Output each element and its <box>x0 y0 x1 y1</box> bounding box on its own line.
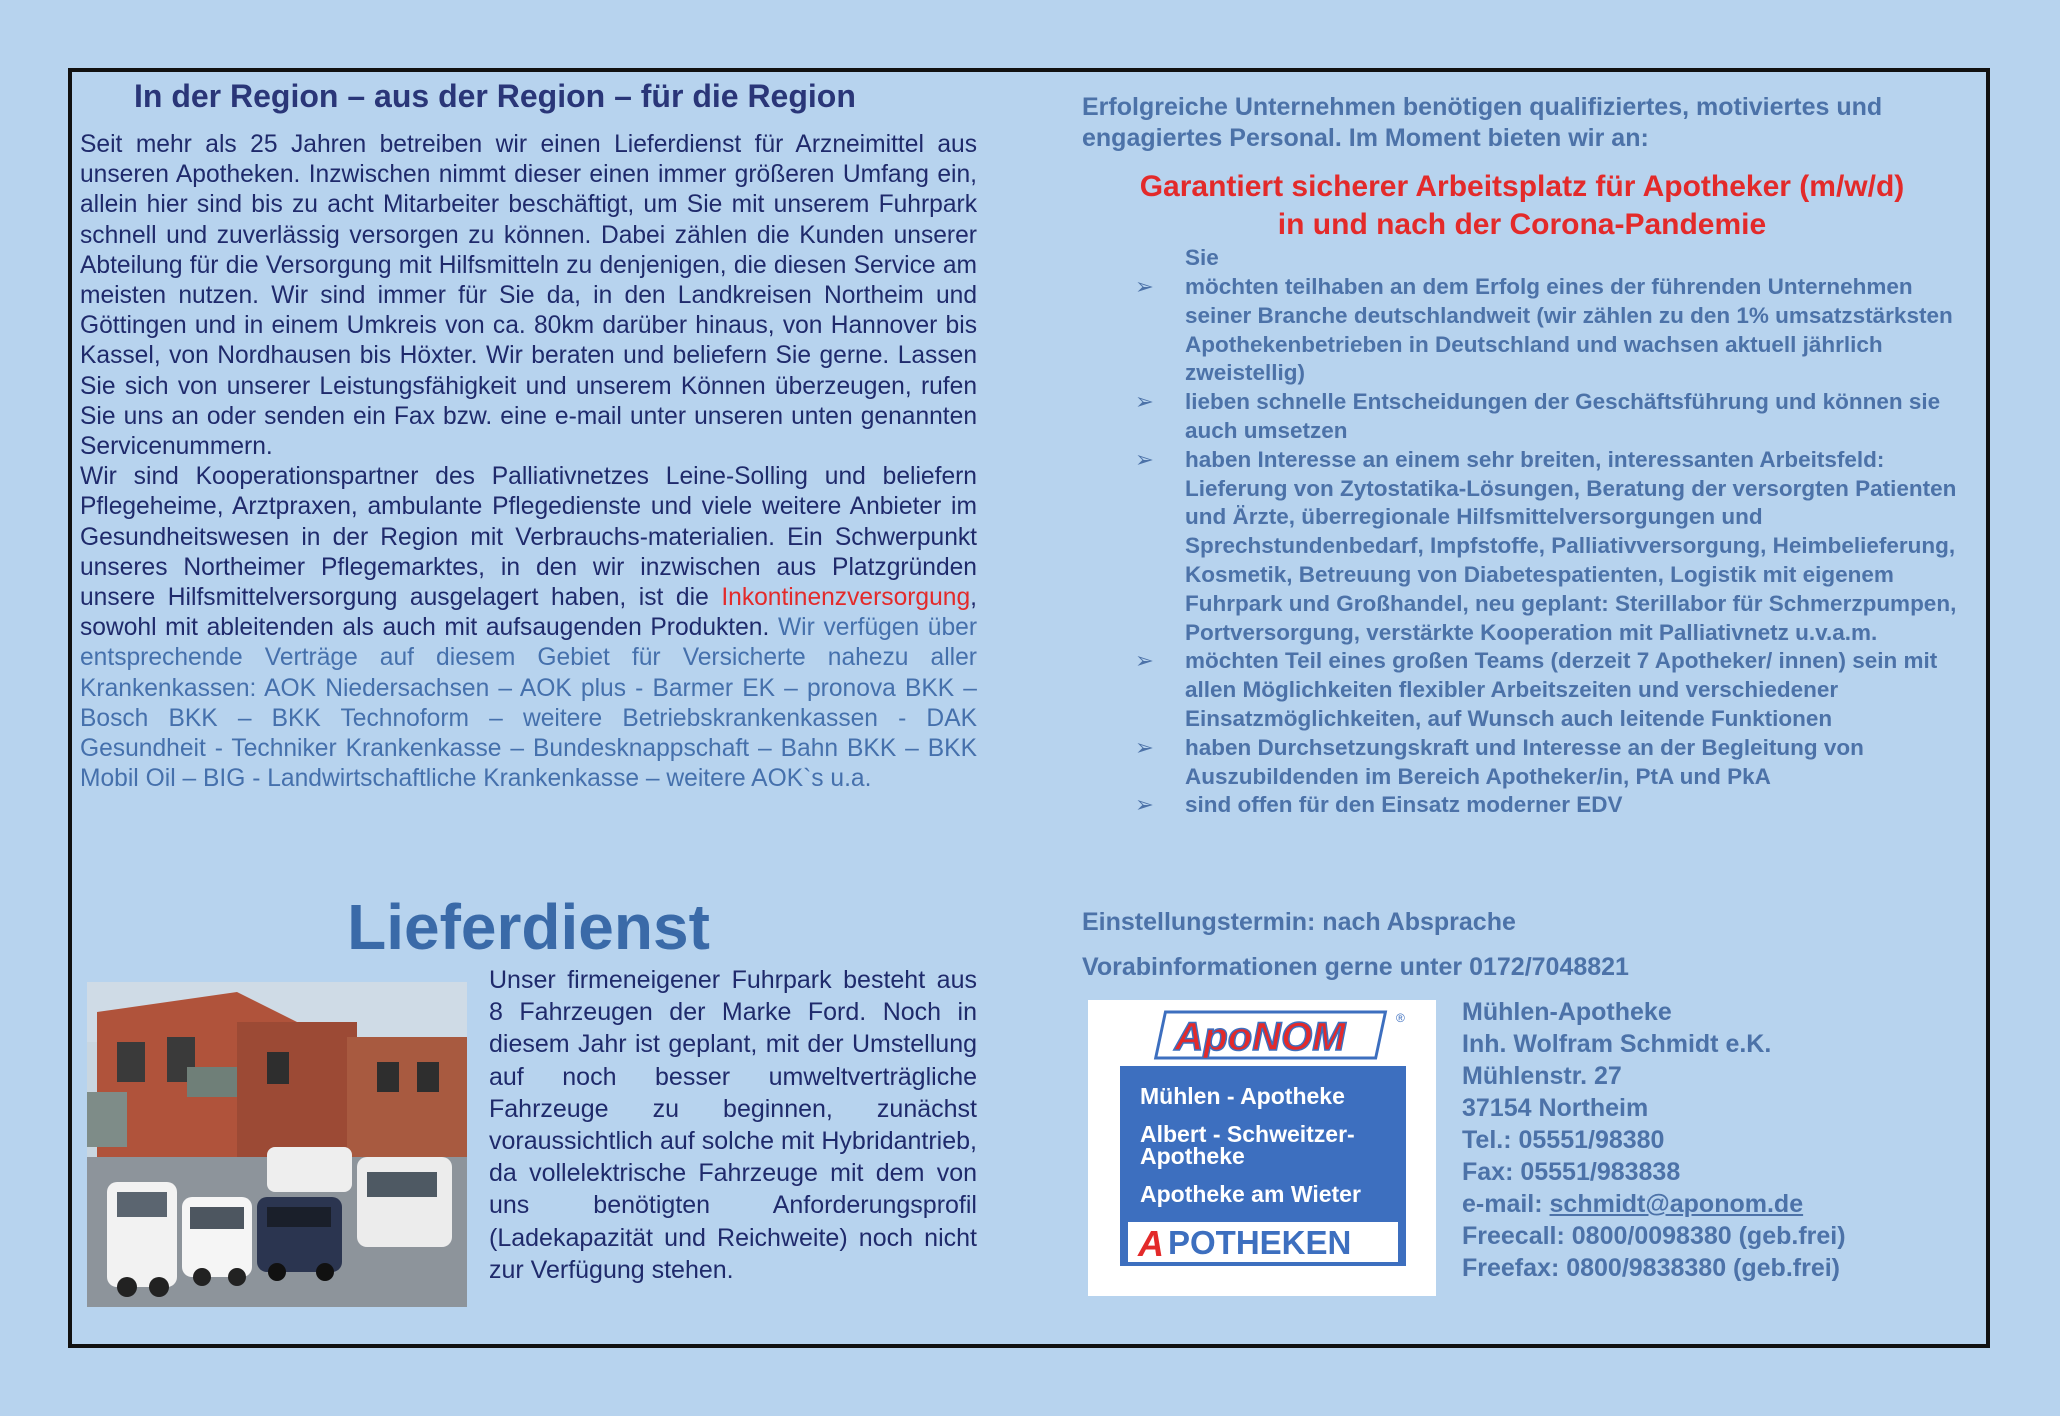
arrow-bullet-icon: ➢ <box>1135 446 1154 472</box>
start-date: Einstellungstermin: nach Absprache <box>1082 908 1516 936</box>
freefax: Freefax: 0800/9838380 (geb.frei) <box>1462 1254 1840 1282</box>
staff-intro: Erfolgreiche Unternehmen benötigen qualifiziertes, motiviertes und engagiertes Personal. Im Moment bieten wir an: <box>1082 93 1883 152</box>
street: Mühlenstr. 27 <box>1462 1062 1622 1090</box>
intro-paragraph-1: Seit mehr als 25 Jahren betreiben wir einen Lieferdienst für Arzneimittel aus unseren Apotheken. Inzwischen nimmt dieser einen immer größeren Umfang ein, allein hier sind bis zu acht Mitarbeiter beschäftigt, um Sie mit unserem Fuhrpark schnell und zuverlässig versorgen zu können. Dabei zählen die Kunden unserer Abteilung für die Versorgung mit Hilfsmitteln zu denjenigen, die diesen Service am meisten nutzen. Wir sind immer für Sie da, in den Landkreisen Northeim und Göttingen und in einem Umkreis von ca. 80km darüber hinaus, von Hannover bis Kassel, von Nordhausen bis Höxter. Wir beraten und beliefern Sie gerne. Lassen Sie sich von unserer Leistungsfähigkeit und unserem Können überzeugen, rufen Sie uns an oder senden ein Fax bzw. eine e-mail unter unseren unten genannten Servicenummern. <box>80 131 977 461</box>
list-item-text: haben Durchsetzungskraft und Interesse an der Begleitung von Auszubildenden im Bereich Apotheker/in, PtA und PkA <box>1185 734 1864 789</box>
intro-paragraph-2 <box>80 462 977 794</box>
telephone: Tel.: 05551/98380 <box>1462 1126 1665 1154</box>
list-item-text: haben Interesse an einem sehr breiten, interessanten Arbeitsfeld: Lieferung von Zytostatika-Lösungen, Beratung der versorgten Patienten und Ärzte, überregionale Hilfsmittelversorgungen und Sprechstundenbedarf, Impfstoffe, Palliativversorgung, Heimbelieferung, Kosmetik, Betreuung von Diabetespatienten, Logistik mit eigenem Fuhrpark und Großhandel, neu geplant: Sterillabor für Schmerzpumpen, Portversorgung, verstärkte Kooperation mit Palliativnetz u.v.a.m. <box>1185 446 1957 645</box>
job-title-line-2: in und nach der Corona-Pandemie <box>1277 208 1767 241</box>
logo-line-schweitzer-2: Apotheke <box>1140 1143 1245 1169</box>
list-item <box>1135 647 1975 733</box>
list-item <box>1135 273 1975 388</box>
preinfo-phone: Vorabinformationen gerne unter 0172/7048821 <box>1082 953 1629 981</box>
region-heading: In der Region – aus der Region – für die Region <box>134 78 856 114</box>
intro-text <box>80 130 977 794</box>
freecall: Freecall: 0800/0098380 (geb.frei) <box>1462 1222 1846 1250</box>
fleet-photo <box>87 982 467 1307</box>
logo-line-schweitzer: Albert - Schweitzer- <box>1140 1121 1355 1147</box>
delivery-text: Unser firmeneigener Fuhrpark besteht aus 8 Fahrzeugen der Marke Ford. Noch in diesem Jahr ist geplant, mit der Umstellung auf noch besser umweltverträgliche Fahrzeuge zu beginnen, zunächst voraussichtlich auf solche mit Hybridantrieb, da vollelektrische Fahrzeuge mit dem von uns benötigten Anforderungsprofil (Ladekapazität und Reichweite) noch nicht zur Verfügung stehen. <box>489 966 977 1284</box>
sie-label: Sie <box>1185 245 1219 270</box>
aponom-logo <box>1088 1000 1436 1296</box>
contact-block <box>1462 996 1962 1284</box>
list-item <box>1135 791 1975 820</box>
list-item-text: lieben schnelle Entscheidungen der Geschäftsführung und können sie auch umsetzen <box>1185 389 1941 443</box>
insurers-list: Wir verfügen über entsprechende Verträge auf diesem Gebiet für Versicherte nahezu aller Krankenkassen: AOK Niedersachsen – AOK plus - Barmer EK – pronova BKK – Bosch BKK – BKK Technoform – weitere Betriebskrankenkassen - DAK Gesundheit - Techniker Krankenkasse – Bundesknappschaft – Bahn BKK – BKK Mobil Oil – BIG - Landwirtschaftliche Krankenkasse – weitere AOK`s u.a. <box>80 614 978 793</box>
list-item <box>1135 388 1975 446</box>
email-label: e-mail: <box>1462 1190 1550 1218</box>
arrow-bullet-icon: ➢ <box>1135 734 1154 760</box>
delivery-title: Lieferdienst <box>347 891 710 963</box>
pharmacy-name: Mühlen-Apotheke <box>1462 998 1672 1026</box>
registered-mark: ® <box>1396 1011 1405 1025</box>
city: 37154 Northeim <box>1462 1094 1649 1122</box>
intro-p2-start: Wir sind Kooperationspartner des Palliativnetzes Leine-Solling und beliefern Pflegeheime, Arztpraxen, ambulante Pflegedienste und viele weitere Anbieter im Gesundheitswesen in der Region mit Verbrauchs-materialien. Ein Schwerpunkt unseres Northeimer Pflegemarktes, in den wir inzwischen aus Platzgründen unsere Hilfsmittelversorgung ausgelagert haben, ist die <box>80 463 977 612</box>
job-title <box>1082 168 1962 244</box>
benefits-list <box>1135 273 1975 820</box>
arrow-bullet-icon: ➢ <box>1135 648 1154 674</box>
brand-text: ApoNOM <box>1174 1015 1346 1059</box>
list-item-text: möchten Teil eines großen Teams (derzeit 7 Apotheker/ innen) sein mit allen Möglichkeiten flexibler Arbeitszeiten und verschiedener Einsatzmöglichkeiten, auf Wunsch auch leitende Funktionen <box>1185 648 1938 731</box>
logo-line-wieter: Apotheke am Wieter <box>1140 1181 1361 1207</box>
job-title-line-1: Garantiert sicherer Arbeitsplatz für Apotheker (m/w/d) <box>1139 170 1905 203</box>
intro-p2-end: , sowohl mit ableitenden als auch mit aufsaugenden Produkten. <box>80 584 977 642</box>
list-item-text: sind offen für den Einsatz moderner EDV <box>1185 792 1623 818</box>
arrow-bullet-icon: ➢ <box>1135 274 1154 299</box>
email-link[interactable]: schmidt@aponom.de <box>1549 1190 1804 1218</box>
apotheken-text: POTHEKEN <box>1168 1224 1352 1261</box>
email-row <box>1462 1188 1962 1220</box>
apotheken-a: A <box>1138 1223 1164 1264</box>
list-item-text: möchten teilhaben an dem Erfolg eines der führenden Unternehmen seiner Branche deutschlandweit (wir zählen zu den 1% umsatzstärksten Apothekenbetrieben in Deutschland und wachsen aktuell jährlich zweistellig) <box>1185 274 1953 386</box>
fax: Fax: 05551/983838 <box>1462 1158 1681 1186</box>
incontinence-highlight: Inkontinenzversorgung <box>721 584 971 612</box>
logo-line-muehlen: Mühlen - Apotheke <box>1140 1083 1345 1109</box>
owner: Inh. Wolfram Schmidt e.K. <box>1462 1030 1772 1058</box>
arrow-bullet-icon: ➢ <box>1135 792 1154 818</box>
list-item <box>1135 734 1975 792</box>
list-item <box>1135 446 1975 648</box>
arrow-bullet-icon: ➢ <box>1135 389 1154 415</box>
